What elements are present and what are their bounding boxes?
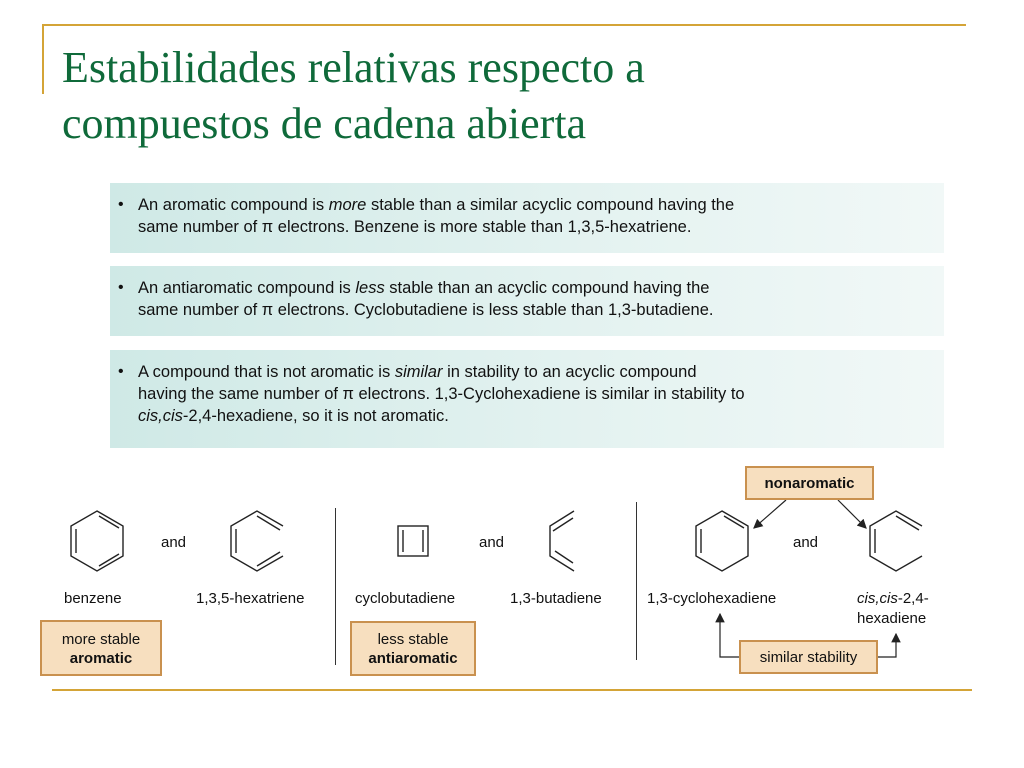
note-text: same number of π electrons. Benzene is more stable than 1,3,5-hexatriene. <box>138 218 692 236</box>
butadiene-label: 1,3-butadiene <box>510 590 602 607</box>
section-divider <box>335 508 336 665</box>
frame-bottom-rule <box>52 689 972 691</box>
hexadiene-label <box>857 590 929 607</box>
frame-top-rule <box>42 24 966 26</box>
and-label: and <box>793 534 819 551</box>
hexadiene-text: -2,4- <box>897 590 929 607</box>
box-line: similar stability <box>759 649 858 666</box>
note-text: in stability to an acyclic compound <box>442 363 697 381</box>
note-text: An aromatic compound is <box>138 196 329 214</box>
box-emphasis: aromatic <box>69 650 133 667</box>
cyclobutadiene-label: cyclobutadiene <box>355 590 456 607</box>
note-nonaromatic <box>110 350 944 448</box>
note-emphasis: similar <box>394 363 443 381</box>
bullet: • <box>118 196 124 213</box>
bullet: • <box>118 279 124 296</box>
hexadiene-label-line-2: hexadiene <box>857 610 927 627</box>
benzene-label: benzene <box>64 590 122 607</box>
bullet: • <box>118 363 124 380</box>
nonaromatic-box <box>745 466 874 500</box>
slide-title <box>62 40 962 152</box>
and-label: and <box>161 534 187 551</box>
note-text: An antiaromatic compound is <box>138 279 356 297</box>
note-emphasis: cis,cis <box>138 407 183 425</box>
box-emphasis: nonaromatic <box>764 475 855 492</box>
aromatic-box <box>40 620 162 676</box>
note-text: same number of π electrons. Cyclobutadiene is less stable than 1,3-butadiene. <box>138 301 714 319</box>
note-text: stable than a similar acyclic compound having the <box>366 196 735 214</box>
note-text: stable than an acyclic compound having the <box>384 279 710 297</box>
frame-left-rule <box>42 24 44 94</box>
note-text: -2,4-hexadiene, so it is not aromatic. <box>182 407 449 425</box>
note-emphasis: less <box>355 279 385 297</box>
note-emphasis: more <box>328 196 367 214</box>
note-text: having the same number of π electrons. 1,3-Cyclohexadiene is similar in stability to <box>138 385 745 403</box>
note-text: A compound that is not aromatic is <box>138 363 395 381</box>
cyclohexadiene-label: 1,3-cyclohexadiene <box>647 590 777 607</box>
note-antiaromatic <box>110 266 944 336</box>
and-label: and <box>479 534 505 551</box>
note-aromatic <box>110 183 944 253</box>
antiaromatic-box <box>350 621 476 676</box>
slide-title-line-2: compuestos de cadena abierta <box>62 99 587 148</box>
hexatriene-label: 1,3,5-hexatriene <box>196 590 305 607</box>
similar-stability-box <box>739 640 878 674</box>
box-emphasis: antiaromatic <box>368 650 458 667</box>
box-line: more stable <box>61 631 141 648</box>
box-line: less stable <box>377 631 449 648</box>
section-divider <box>636 502 637 660</box>
hexadiene-emphasis: cis,cis <box>857 590 898 607</box>
slide-title-line-1: Estabilidades relativas respecto a <box>62 43 645 92</box>
